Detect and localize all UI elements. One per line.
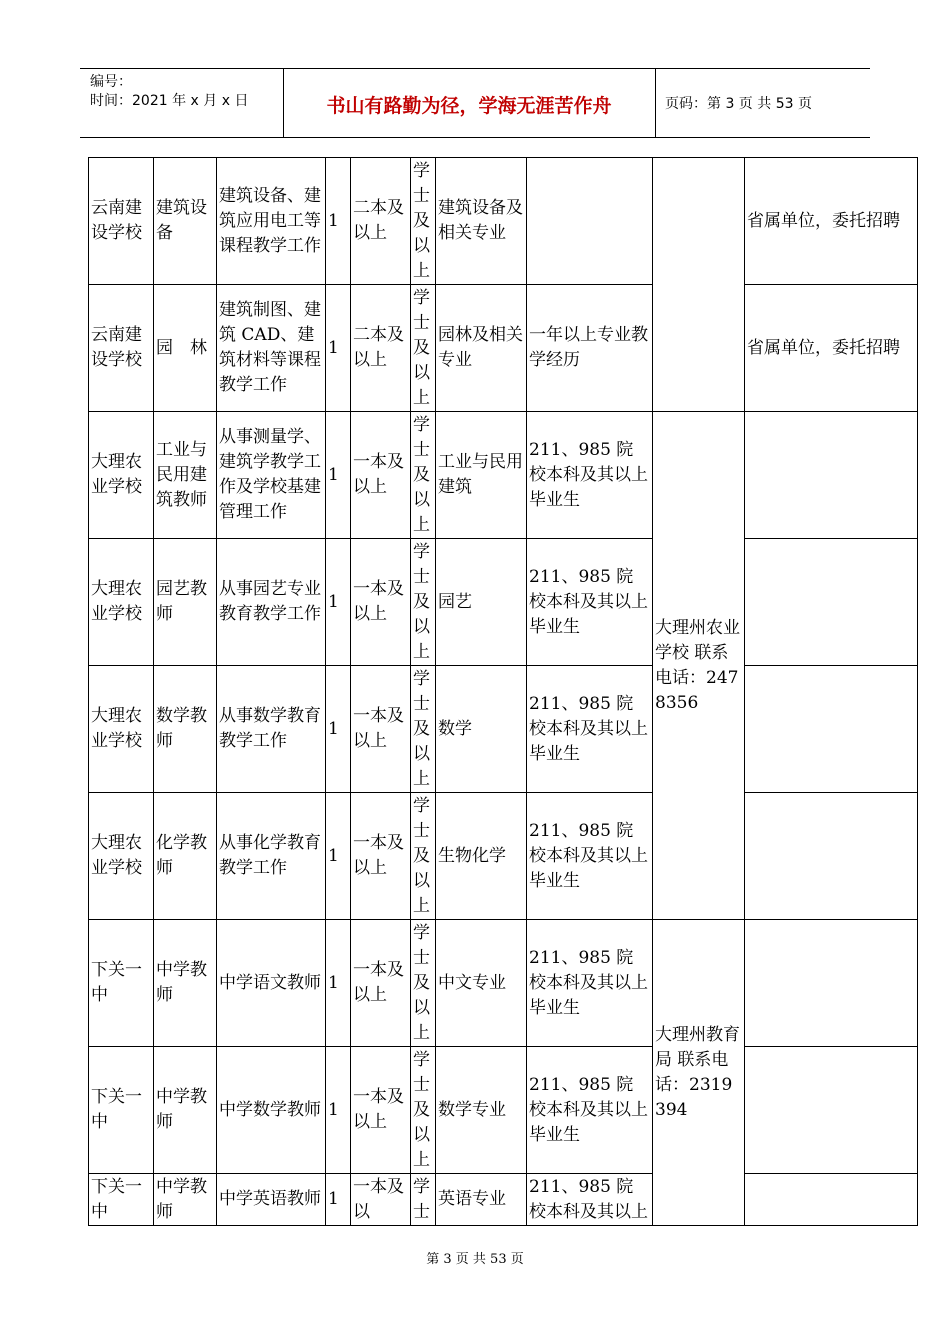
table-row (89, 1174, 918, 1226)
degree-cell: 学士 (411, 1174, 436, 1226)
time-label: 时间：2021 年 x 月 x 日 (90, 93, 249, 109)
degree-cell: 学士及以上 (411, 793, 436, 920)
table-row (89, 539, 918, 666)
contact-cell: 大理州农业学校 联系电话：2478356 (653, 412, 745, 920)
unit-cell: 云南建设学校 (89, 285, 154, 412)
degree-cell: 学士及以上 (411, 158, 436, 285)
note-cell (745, 1174, 918, 1226)
education-cell: 一本及以上 (351, 539, 411, 666)
header-divider (655, 69, 656, 137)
other-cell: 211、985 院校本科及其以上毕业生 (527, 539, 653, 666)
position-cell: 中学教师 (154, 1047, 217, 1174)
major-cell: 中文专业 (436, 920, 527, 1047)
education-cell: 一本及以上 (351, 920, 411, 1047)
count-cell: 1 (326, 793, 351, 920)
table-row (89, 285, 918, 412)
table-row (89, 158, 918, 285)
page-footer: 第 3 页 共 53 页 (426, 1252, 524, 1267)
note-cell (745, 539, 918, 666)
duty-cell: 从事化学教育教学工作 (217, 793, 326, 920)
unit-cell: 大理农业学校 (89, 666, 154, 793)
duty-cell: 从事园艺专业教育教学工作 (217, 539, 326, 666)
count-cell: 1 (326, 666, 351, 793)
note-cell (745, 1047, 918, 1174)
other-cell: 211、985 院校本科及其以上毕业生 (527, 793, 653, 920)
note-cell (745, 666, 918, 793)
position-cell: 工业与民用建筑教师 (154, 412, 217, 539)
count-cell: 1 (326, 412, 351, 539)
table-row (89, 666, 918, 793)
other-cell: 211、985 院校本科及其以上 (527, 1174, 653, 1226)
other-cell (527, 158, 653, 285)
position-cell: 园 林 (154, 285, 217, 412)
contact-cell (653, 158, 745, 412)
degree-cell: 学士及以上 (411, 285, 436, 412)
education-cell: 一本及以上 (351, 412, 411, 539)
duty-cell: 中学语文教师 (217, 920, 326, 1047)
education-cell: 一本及以上 (351, 793, 411, 920)
unit-cell: 下关一中 (89, 1174, 154, 1226)
education-cell: 二本及以上 (351, 158, 411, 285)
note-cell (745, 920, 918, 1047)
note-cell: 省属单位，委托招聘 (745, 285, 918, 412)
duty-cell: 中学数学教师 (217, 1047, 326, 1174)
major-cell: 园艺 (436, 539, 527, 666)
duty-cell: 中学英语教师 (217, 1174, 326, 1226)
position-cell: 数学教师 (154, 666, 217, 793)
major-cell: 工业与民用建筑 (436, 412, 527, 539)
major-cell: 英语专业 (436, 1174, 527, 1226)
duty-cell: 从事测量学、建筑学教学工作及学校基建管理工作 (217, 412, 326, 539)
count-cell: 1 (326, 1174, 351, 1226)
position-cell: 园艺教师 (154, 539, 217, 666)
position-cell: 中学教师 (154, 920, 217, 1047)
degree-cell: 学士及以上 (411, 1047, 436, 1174)
contact-cell: 大理州教育局 联系电话：2319394 (653, 920, 745, 1226)
major-cell: 建筑设备及相关专业 (436, 158, 527, 285)
note-cell (745, 412, 918, 539)
other-cell: 211、985 院校本科及其以上毕业生 (527, 666, 653, 793)
degree-cell: 学士及以上 (411, 539, 436, 666)
major-cell: 生物化学 (436, 793, 527, 920)
unit-cell: 大理农业学校 (89, 539, 154, 666)
table-row (89, 920, 918, 1047)
header-page-number: 页码：第 3 页 共 53 页 (665, 96, 812, 112)
code-label: 编号： (90, 74, 132, 90)
degree-cell: 学士及以上 (411, 412, 436, 539)
unit-cell: 大理农业学校 (89, 412, 154, 539)
education-cell: 二本及以上 (351, 285, 411, 412)
other-cell: 211、985 院校本科及其以上毕业生 (527, 920, 653, 1047)
other-cell: 211、985 院校本科及其以上毕业生 (527, 412, 653, 539)
count-cell: 1 (326, 158, 351, 285)
duty-cell: 从事数学教育教学工作 (217, 666, 326, 793)
position-cell: 建筑设备 (154, 158, 217, 285)
header-info (90, 73, 248, 111)
major-cell: 园林及相关专业 (436, 285, 527, 412)
count-cell: 1 (326, 539, 351, 666)
table-row (89, 1047, 918, 1174)
major-cell: 数学专业 (436, 1047, 527, 1174)
table-row (89, 793, 918, 920)
count-cell: 1 (326, 920, 351, 1047)
education-cell: 一本及以 (351, 1174, 411, 1226)
page-header (80, 68, 870, 138)
recruitment-table (88, 157, 918, 1226)
education-cell: 一本及以上 (351, 1047, 411, 1174)
major-cell: 数学 (436, 666, 527, 793)
degree-cell: 学士及以上 (411, 920, 436, 1047)
position-cell: 化学教师 (154, 793, 217, 920)
count-cell: 1 (326, 285, 351, 412)
count-cell: 1 (326, 1047, 351, 1174)
unit-cell: 下关一中 (89, 1047, 154, 1174)
note-cell (745, 793, 918, 920)
unit-cell: 下关一中 (89, 920, 154, 1047)
unit-cell: 大理农业学校 (89, 793, 154, 920)
header-motto: 书山有路勤为径，学海无涯苦作舟 (326, 95, 612, 117)
other-cell: 211、985 院校本科及其以上毕业生 (527, 1047, 653, 1174)
degree-cell: 学士及以上 (411, 666, 436, 793)
education-cell: 一本及以上 (351, 666, 411, 793)
position-cell: 中学教师 (154, 1174, 217, 1226)
note-cell: 省属单位，委托招聘 (745, 158, 918, 285)
other-cell: 一年以上专业教学经历 (527, 285, 653, 412)
duty-cell: 建筑设备、建筑应用电工等课程教学工作 (217, 158, 326, 285)
duty-cell: 建筑制图、建筑 CAD、建筑材料等课程教学工作 (217, 285, 326, 412)
unit-cell: 云南建设学校 (89, 158, 154, 285)
table-row (89, 412, 918, 539)
